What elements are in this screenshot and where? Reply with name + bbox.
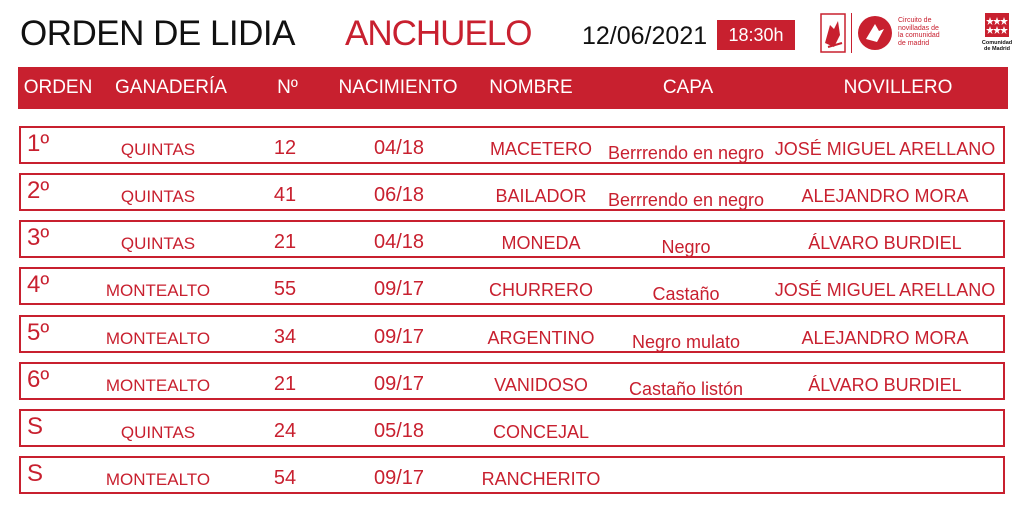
cell-numero: 21 [273,373,297,395]
cell-novillero [771,411,999,447]
cell-nombre: MACETERO [489,139,592,159]
cell-novillero: ÁLVARO BURDIEL [808,375,962,395]
cell-novillero: JOSÉ MIGUEL ARELLANO [774,139,996,159]
cell-nombre: CONCEJAL [492,422,590,442]
event-date: 12/06/2021 [582,22,708,50]
table-row [19,220,1005,258]
cell-ganaderia: MONTEALTO [105,470,211,489]
cell-numero: 12 [273,137,297,159]
circuito-novilladas-logo-icon [857,15,893,51]
column-header-orden: ORDEN [23,77,93,98]
cell-capa: Negro mulato [631,332,741,352]
column-header-nacimiento: NACIMIENTO [338,77,458,98]
cell-orden: 6º [27,366,50,393]
cell-numero: 55 [273,278,297,300]
table-row [19,173,1005,211]
cell-nacimiento: 04/18 [373,231,425,253]
table-row [19,315,1005,353]
cell-orden: 2º [27,177,50,204]
cell-novillero: ÁLVARO BURDIEL [808,233,962,253]
circuito-novilladas-logo-text: Circuito de novilladas de la comunidad de madrid [898,17,940,47]
cell-orden: S [27,413,44,440]
cell-numero: 41 [273,184,297,206]
cell-nacimiento: 09/17 [373,373,425,395]
cell-nacimiento: 05/18 [373,420,425,442]
table-row [19,267,1005,305]
cell-capa: Castaño [652,284,720,304]
cell-ganaderia: MONTEALTO [105,376,211,395]
table-header [18,67,1008,109]
page-title: ORDEN DE LIDIA [20,14,295,53]
cell-ganaderia: QUINTAS [120,187,196,206]
cell-ganaderia: MONTEALTO [105,329,211,348]
cell-orden: 3º [27,224,50,251]
cell-orden: 1º [27,130,50,157]
cell-ganaderia: QUINTAS [120,423,196,442]
cell-nombre: VANIDOSO [494,375,588,395]
table-row [19,126,1005,164]
cell-capa [601,411,771,447]
cell-novillero [771,458,999,494]
cell-orden: 4º [27,271,50,298]
cell-capa: Negro [661,237,711,257]
cell-capa [601,458,771,494]
cell-novillero: ALEJANDRO MORA [801,186,969,206]
cell-novillero: ALEJANDRO MORA [801,328,969,348]
table-row [19,362,1005,400]
cell-orden: 5º [27,319,50,346]
comunidad-madrid-logo-text: Comunidad de Madrid [981,40,1013,52]
cell-numero: 34 [273,326,297,348]
table-row [19,409,1005,447]
comunidad-madrid-logo-icon [985,13,1009,37]
cell-orden: S [27,460,44,487]
cell-nacimiento: 09/17 [373,278,425,300]
cell-ganaderia: MONTEALTO [105,281,211,300]
cell-nombre: RANCHERITO [481,469,601,489]
cell-numero: 21 [273,231,297,253]
cell-nacimiento: 09/17 [373,326,425,348]
cell-nacimiento: 04/18 [373,137,425,159]
table-row [19,456,1005,494]
column-header-ganaderia: GANADERÍA [115,77,227,98]
cell-nombre: CHURRERO [488,280,593,300]
cell-ganaderia: QUINTAS [120,140,196,159]
cell-novillero: JOSÉ MIGUEL ARELLANO [774,280,996,300]
cell-capa: Castaño listón [628,379,744,399]
cell-capa: Berrrendo en negro [607,190,765,210]
time-badge: 18:30h [717,20,795,50]
column-header-capa: CAPA [662,77,714,98]
event-location: ANCHUELO [345,14,532,53]
cell-ganaderia: QUINTAS [120,234,196,253]
cell-nombre: BAILADOR [495,186,587,206]
cell-capa: Berrrendo en negro [607,143,765,163]
cell-numero: 54 [273,467,297,489]
column-header-numero: Nº [277,77,298,98]
cell-nombre: MONEDA [501,233,581,253]
bullfighter-logo-icon [820,13,846,53]
cell-nombre: ARGENTINO [487,328,595,348]
cell-nacimiento: 06/18 [373,184,425,206]
cell-numero: 24 [273,420,297,442]
column-header-novillero: NOVILLERO [843,77,953,98]
logo-divider [851,13,852,53]
cell-nacimiento: 09/17 [373,467,425,489]
column-header-nombre: NOMBRE [489,77,573,98]
